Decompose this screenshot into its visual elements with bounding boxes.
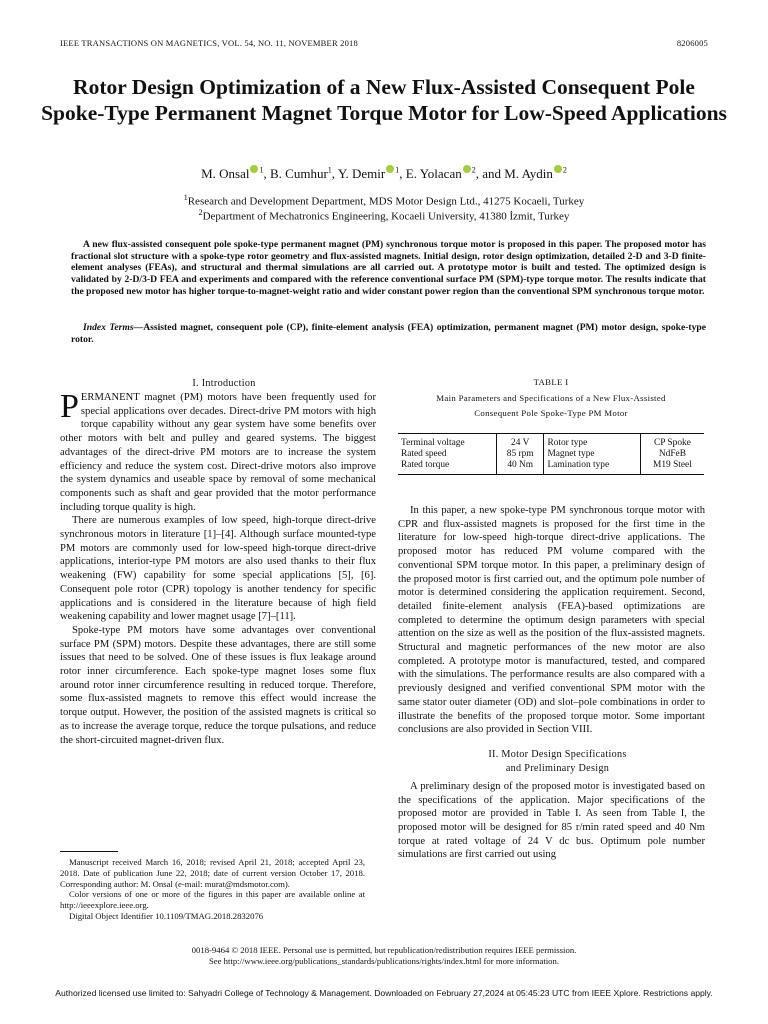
footnote — [60, 857, 365, 922]
orcid-icon[interactable] — [554, 165, 562, 173]
orcid-icon[interactable] — [463, 165, 471, 173]
manuscript-note: Manuscript received March 16, 2018; revised April 21, 2018; accepted April 23, 2018. Date of publication June 22, 2018; date of current version October 17, 2018. Corresponding author: M. Onsal (e-mail: murat@mdsmotor.com). — [60, 857, 365, 889]
author-affiliation-mark: 1 — [327, 165, 332, 175]
intro-paragraph-3: Spoke-type PM motors have some advantages over conventional surface PM (SPM) motors. Despite these advantages, there are still some issues that need to be solved. One of these issues is flux leakage around rotor inner circumference. Each spoke-type magnet loses some flux around rotor inner circumference resulting in reduced torque. Therefore, some flux-assisted magnets to remove this effect would increase the torque output. However, the position of the assisted magnets is critical so as to increase the average torque, reduce the torque pulsations, and reduce the short-circuited magnet-driven flux. — [60, 624, 376, 746]
author-name: M. Aydin — [504, 166, 553, 181]
table-cell: Lamination type — [547, 460, 610, 470]
journal-name: IEEE TRANSACTIONS ON MAGNETICS, VOL. 54, NO. 11, NOVEMBER 2018 — [60, 38, 358, 48]
author-separator: , — [399, 166, 406, 181]
section-heading-introduction: I. Introduction — [192, 378, 256, 389]
table-cell: 85 rpm — [496, 449, 543, 460]
left-column — [60, 377, 376, 747]
intro-paragraph-1: PERMANENT magnet (PM) motors have been frequently used for special applications over decades. Direct-drive PM motors with high torque capability without any gear system have some benefits over other motors with belt and pulley and geared systems. The biggest advantages of the direct-drive PM motors are to increase the system efficiency and reduce the system cost. Direct-drive motors also improve the system dynamics and useable space by removal of some mechanical components such as shaft and gear provided that the motor performance including torque quality is high. — [60, 388, 376, 513]
author-separator: , — [263, 166, 270, 181]
table-cell: 24 V — [496, 434, 543, 450]
author-list — [40, 165, 728, 182]
author-separator: , and — [475, 166, 505, 181]
section-heading-motor-design: II. Motor Design Specifications — [488, 748, 627, 760]
author-affiliation-mark: 1 — [395, 165, 400, 175]
table-cell: Terminal voltage — [401, 438, 465, 448]
table-cell: Magnet type — [547, 449, 595, 459]
table-cell: Rated speed — [401, 449, 447, 459]
right-column — [398, 504, 705, 862]
abstract: A new flux-assisted consequent pole spoke-type permanent magnet (PM) synchronous torque motor is proposed in this paper. The proposed motor has fractional slot structure with a spoke-type rotor geometry and flux-assisted magnets. Initial design, rotor design optimization, detailed 2-D and 3-D finite-element analyses (FEAs), and structural and thermal simulations are all carried out. A prototype motor is built and tested. The optimized design is validated by 2-D/3-D FEA and experiments and compared with the reference conventional surface PM (SPM)-type torque motor. The results indicate that the proposed new motor has higher torque-to-magnet-weight ratio and wider constant power region than the conventional SPM synchronous torque motor. — [71, 239, 706, 297]
author-name: Y. Demir — [337, 166, 386, 181]
table-cell: M19 Steel — [640, 460, 704, 475]
running-header — [60, 38, 708, 48]
spec-table — [398, 433, 704, 475]
authorized-use-notice: Authorized licensed use limited to: Sahyadri College of Technology & Management. Downloaded on February 27,2024 at 05:45:23 UTC from IEEE Xplore. Restrictions apply. — [55, 988, 713, 998]
table-cell: Rated torque — [401, 460, 450, 470]
author-affiliation-mark: 2 — [471, 165, 476, 175]
table-row — [398, 460, 704, 475]
affiliation-2: $^2$Department of Mechatronics Engineering, Kocaeli University, 41380 İzmit, Turkey — [198, 208, 570, 223]
author-name: E. Yolacan — [405, 166, 462, 181]
page-number: 8206005 — [676, 38, 708, 48]
table-cell: 40 Nm — [496, 460, 543, 475]
paper-title: Rotor Design Optimization of a New Flux-Assisted Consequent Pole Spoke-Type Permanent Magnet Torque Motor for Low-Speed Applications — [41, 75, 727, 125]
table-cell: NdFeB — [640, 449, 704, 460]
table-row — [398, 434, 704, 450]
table-cell: CP Spoke — [640, 434, 704, 450]
copyright-notice: 0018-9464 © 2018 IEEE. Personal use is permitted, but republication/redistribution requires IEEE permission. See http://www.ieee.org/publications_standards/publications/rights/index.html for more information. — [191, 945, 577, 966]
design-paragraph-1: A preliminary design of the proposed motor is investigated based on the specifications of the application. Major specifications of the proposed motor are provided in Table I. As seen from Table I, the proposed motor will be designed for 85 r/min rated speed and 40 Nm torque at rated voltage of 24 V dc bus. Optimum pole number simulations are first carried out using — [398, 780, 705, 861]
footnote-rule — [60, 851, 118, 852]
doi-note: Digital Object Identifier 10.1109/TMAG.2018.2832076 — [69, 910, 264, 921]
author-separator: , — [331, 166, 338, 181]
author-name: M. Onsal — [201, 166, 250, 181]
author-affiliation-mark: 1 — [259, 165, 264, 175]
table-row — [398, 449, 704, 460]
intro-paragraph-4: In this paper, a new spoke-type PM synchronous torque motor with CPR and flux-assisted magnets is proposed for the first time in the literature for low-speed high-torque direct-drive applications. The proposed motor has reduced PM volume compared with the conventional SPM torque motor. In this paper, a preliminary design of the proposed motor is first carried out, and the optimum pole number of motor is determined considering the application requirement. Second, detailed finite-element analysis (FEA)-based optimizations are completed to determine the optimum design parameters with special attention on the size as well as the position of the flux-assisted magnets. Structural and magnetic performances of the new motor are also completed. A prototype motor is manufactured, tested, and compared with the simulations. The performance results are also compared with a previously designed and verified conventional SPM motor with the same stator outer diameter (OD) and slot–pole combinations in order to illustrate the benefits of the proposed torque motor. Some important conclusions are also provided in Section VIII. — [398, 505, 705, 736]
intro-paragraph-2: There are numerous examples of low speed, high-torque direct-drive synchronous motors in literature [1]–[4]. Although surface mounted-type PM motors are commonly used for low-speed high-torque direct-drive applications, interior-type PM motors are also used thanks to their flux weakening (FW) capability for some special applications [5], [6]. Consequent pole rotor (CPR) topology is another tendency for specific applications and is considered in the literature because of high field weakening capability and lower magnet usage [7]–[11]. — [60, 515, 376, 623]
table-caption: TABLE I Main Parameters and Specifications of a New Flux-Assisted Consequent Pole Spoke-Type PM Motor — [436, 377, 666, 418]
drop-cap: P — [60, 388, 79, 425]
color-note: Color versions of one or more of the figures in this paper are available online at http://ieeexplore.ieee.org. — [60, 889, 365, 911]
orcid-icon[interactable] — [250, 165, 258, 173]
orcid-icon[interactable] — [386, 165, 394, 173]
affiliation-1: $^1$Research and Development Department, MDS Motor Design Ltd., 41275 Kocaeli, Turkey — [183, 193, 585, 208]
author-affiliation-mark: 2 — [562, 165, 567, 175]
index-terms: Index Terms—Assisted magnet, consequent pole (CP), finite-element analysis (FEA) optimization, permanent magnet (PM) motor design, spoke-type rotor. — [71, 322, 706, 345]
author-name: B. Cumhur — [269, 166, 328, 181]
section-heading-motor-design-2: and Preliminary Design — [505, 762, 610, 774]
table-cell: Rotor type — [547, 438, 588, 448]
